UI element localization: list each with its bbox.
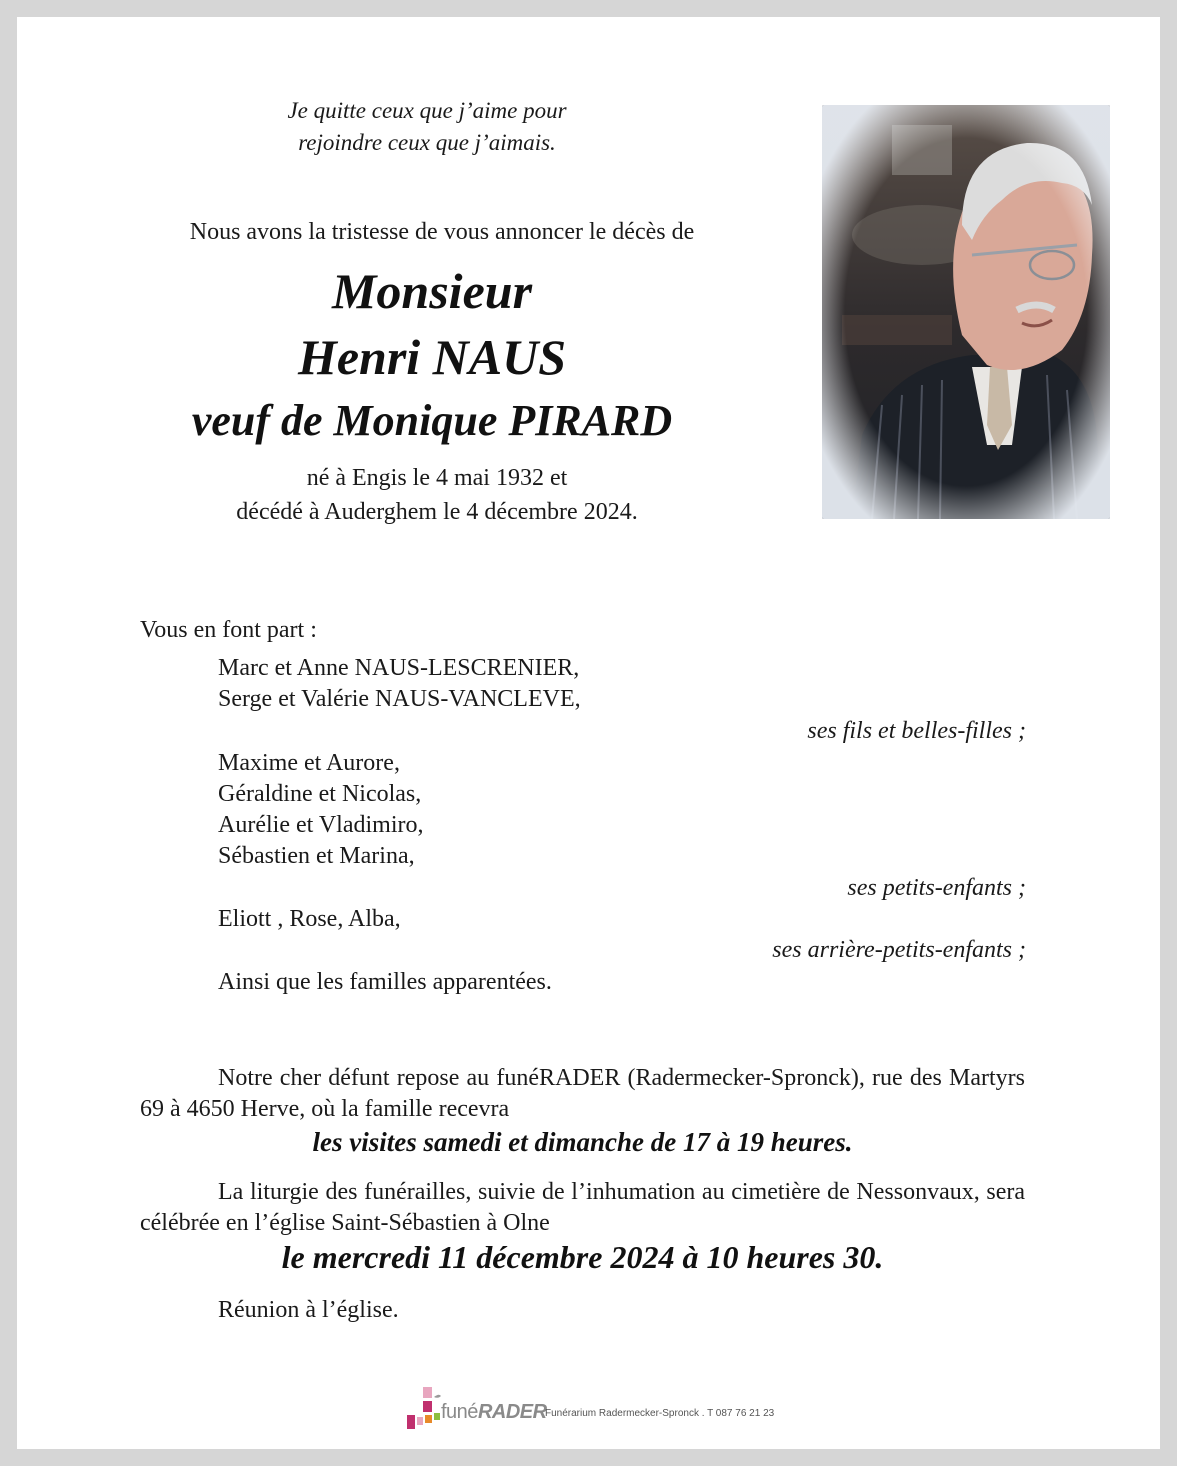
- visits-line: les visites samedi et dimanche de 17 à 19 heures.: [312, 1127, 853, 1157]
- grandchild-1: Maxime et Aurore,: [218, 750, 400, 776]
- quote-line-1: Je quitte ceux que j’aime pour: [287, 98, 567, 123]
- grandchild-4: Sébastien et Marina,: [218, 843, 415, 869]
- funerarium-brand: [441, 1401, 547, 1424]
- family-heading: Vous en font part :: [140, 617, 317, 643]
- son-2: Serge et Valérie NAUS-VANCLEVE,: [218, 686, 581, 712]
- brand-name: RADER: [477, 1401, 547, 1423]
- funerarium-logo-icon: [407, 1387, 441, 1431]
- announcement-intro: Nous avons la tristesse de vous annoncer le décès de: [189, 219, 695, 245]
- widow-of: veuf de Monique PIRARD: [191, 396, 673, 445]
- portrait-photo: [822, 105, 1110, 519]
- reunion-line: Réunion à l’église.: [218, 1297, 399, 1323]
- brand-prefix: funé: [441, 1401, 478, 1423]
- son-1: Marc et Anne NAUS-LESCRENIER,: [218, 655, 580, 681]
- funerarium-contact: Funérarium Radermecker-Spronck . T 087 76 21 23: [545, 1408, 775, 1419]
- grandchild-3: Aurélie et Vladimiro,: [218, 812, 424, 838]
- liturgy-paragraph: La liturgie des funérailles, suivie de l’inhumation au cimetière de Nessonvaux, sera célébrée en l’église Saint-Sébastien à Olne: [140, 1179, 1025, 1236]
- funeral-date: le mercredi 11 décembre 2024 à 10 heures 30.: [281, 1239, 884, 1275]
- quote-line-2: rejoindre ceux que j’aimais.: [298, 130, 556, 155]
- death-line: décédé à Auderghem le 4 décembre 2024.: [236, 499, 638, 525]
- sons-label: ses fils et belles-filles ;: [807, 718, 1026, 744]
- grandchild-2: Géraldine et Nicolas,: [218, 781, 422, 807]
- birth-death-info: [137, 461, 737, 529]
- birth-line: né à Engis le 4 mai 1932 et: [306, 465, 568, 491]
- great-grandchildren-label: ses arrière-petits-enfants ;: [772, 937, 1026, 963]
- great-grandchildren: Eliott , Rose, Alba,: [218, 906, 401, 932]
- relatives-line: Ainsi que les familles apparentées.: [218, 969, 552, 995]
- obituary-card: [17, 17, 1160, 1449]
- repose-paragraph: Notre cher défunt repose au funéRADER (Radermecker-Spronck), rue des Martyrs 69 à 4650 Herve, où la famille recevra: [140, 1065, 1025, 1122]
- portrait-photo-icon: [822, 105, 1110, 519]
- deceased-name: Henri NAUS: [297, 329, 567, 385]
- opening-quote: [217, 95, 637, 159]
- deceased-title: Monsieur: [331, 263, 533, 319]
- grandchildren-label: ses petits-enfants ;: [847, 875, 1026, 901]
- funerarium-logo: [407, 1387, 807, 1431]
